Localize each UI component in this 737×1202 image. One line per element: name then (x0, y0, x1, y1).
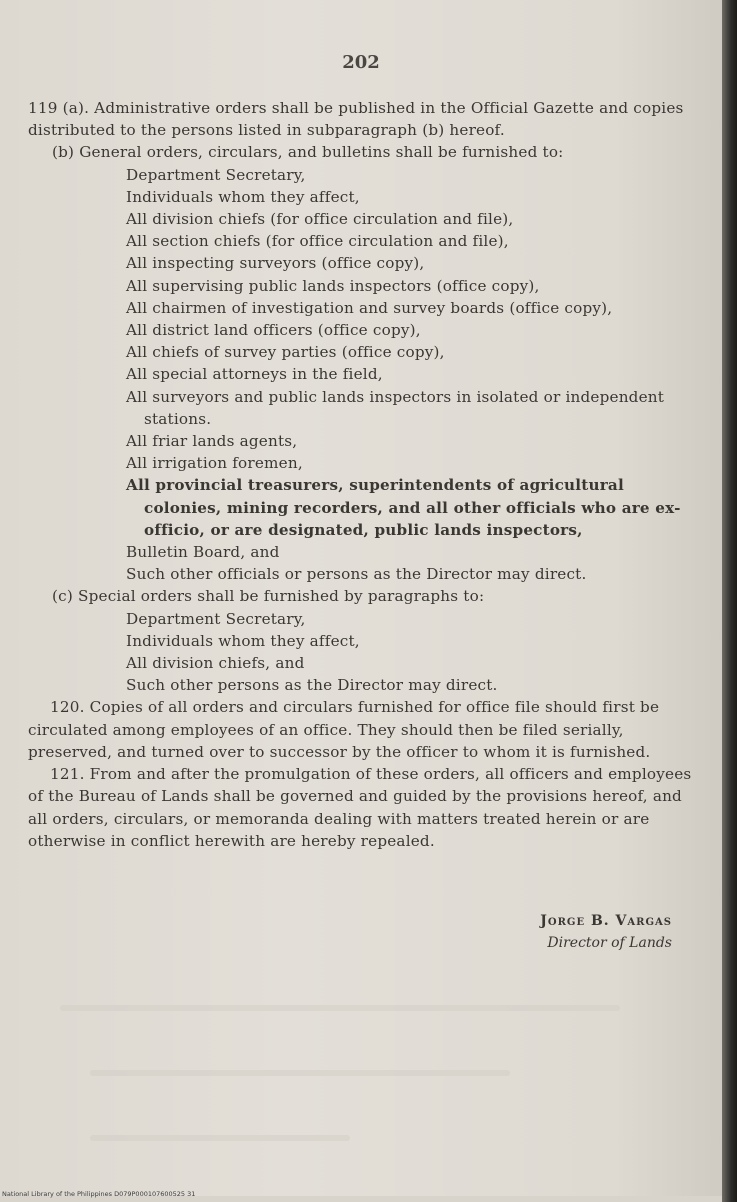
list-item: All chairmen of investigation and survey boards (office copy), (126, 298, 613, 317)
list-item: Bulletin Board, and (126, 543, 280, 562)
list-item: Department Secretary, (126, 165, 306, 184)
section-119a: 119 (a). Administrative orders shall be published in the Official Gazette and copies distributed to the persons listed in subparagraph (b) hereof. (28, 99, 684, 140)
scan-footer: National Library of the Philippines D079P000107600525 31 (2, 1190, 196, 1198)
list-item: All division chiefs (for office circulation and file), (126, 210, 514, 229)
list-item: Department Secretary, (126, 609, 306, 628)
list-item: Individuals whom they affect, (126, 631, 360, 650)
section-119c-intro: (c) Special orders shall be furnished by paragraphs to: (52, 587, 485, 606)
list-item: All provincial treasurers, superintendents of agricultural colonies, mining recorders, and all other officials who are ex-officio, or are designated, public lands inspectors, (126, 476, 681, 539)
list-item: Such other persons as the Director may direct. (126, 676, 498, 695)
section-119c-list (28, 608, 700, 697)
section-120: 120. Copies of all orders and circulars furnished for office file should first be circulated among employees of an office. They should then be filed serially, preserved, and turned over to successor by the officer to whom it is furnished. (28, 698, 660, 761)
signature-block (540, 910, 672, 954)
scan-edge-shadow (722, 0, 737, 1202)
signatory-title: Director of Lands (547, 935, 672, 951)
list-item: All inspecting surveyors (office copy), (126, 254, 425, 273)
list-item: All section chiefs (for office circulation and file), (126, 232, 509, 251)
list-item: All district land officers (office copy), (126, 321, 421, 340)
bleed-through-mark (90, 1070, 510, 1076)
section-119b-intro: (b) General orders, circulars, and bulletins shall be furnished to: (52, 143, 564, 162)
list-item: All surveyors and public lands inspectors in isolated or independent stations. (126, 387, 665, 428)
list-item: All irrigation foremen, (126, 454, 303, 473)
bleed-through-mark (60, 1005, 620, 1011)
list-item: All division chiefs, and (126, 654, 305, 673)
page-number: 202 (342, 52, 380, 73)
bleed-through-mark (90, 1135, 350, 1141)
document-body (28, 97, 700, 852)
list-item: Individuals whom they affect, (126, 187, 360, 206)
signatory-name: Jorge B. Vargas (540, 913, 672, 929)
list-item: All special attorneys in the field, (126, 365, 383, 384)
list-item: Such other officials or persons as the Director may direct. (126, 565, 587, 584)
list-item: All friar lands agents, (126, 432, 298, 451)
list-item: All chiefs of survey parties (office copy), (126, 343, 445, 362)
section-119b-list (28, 164, 700, 586)
list-item: All supervising public lands inspectors (office copy), (126, 276, 540, 295)
section-121: 121. From and after the promulgation of these orders, all officers and employees of the Bureau of Lands shall be governed and guided by the provisions hereof, and all orders, circulars, or memoranda dealing with matters treated herein or are otherwise in conflict herewith are hereby repealed. (28, 765, 692, 850)
